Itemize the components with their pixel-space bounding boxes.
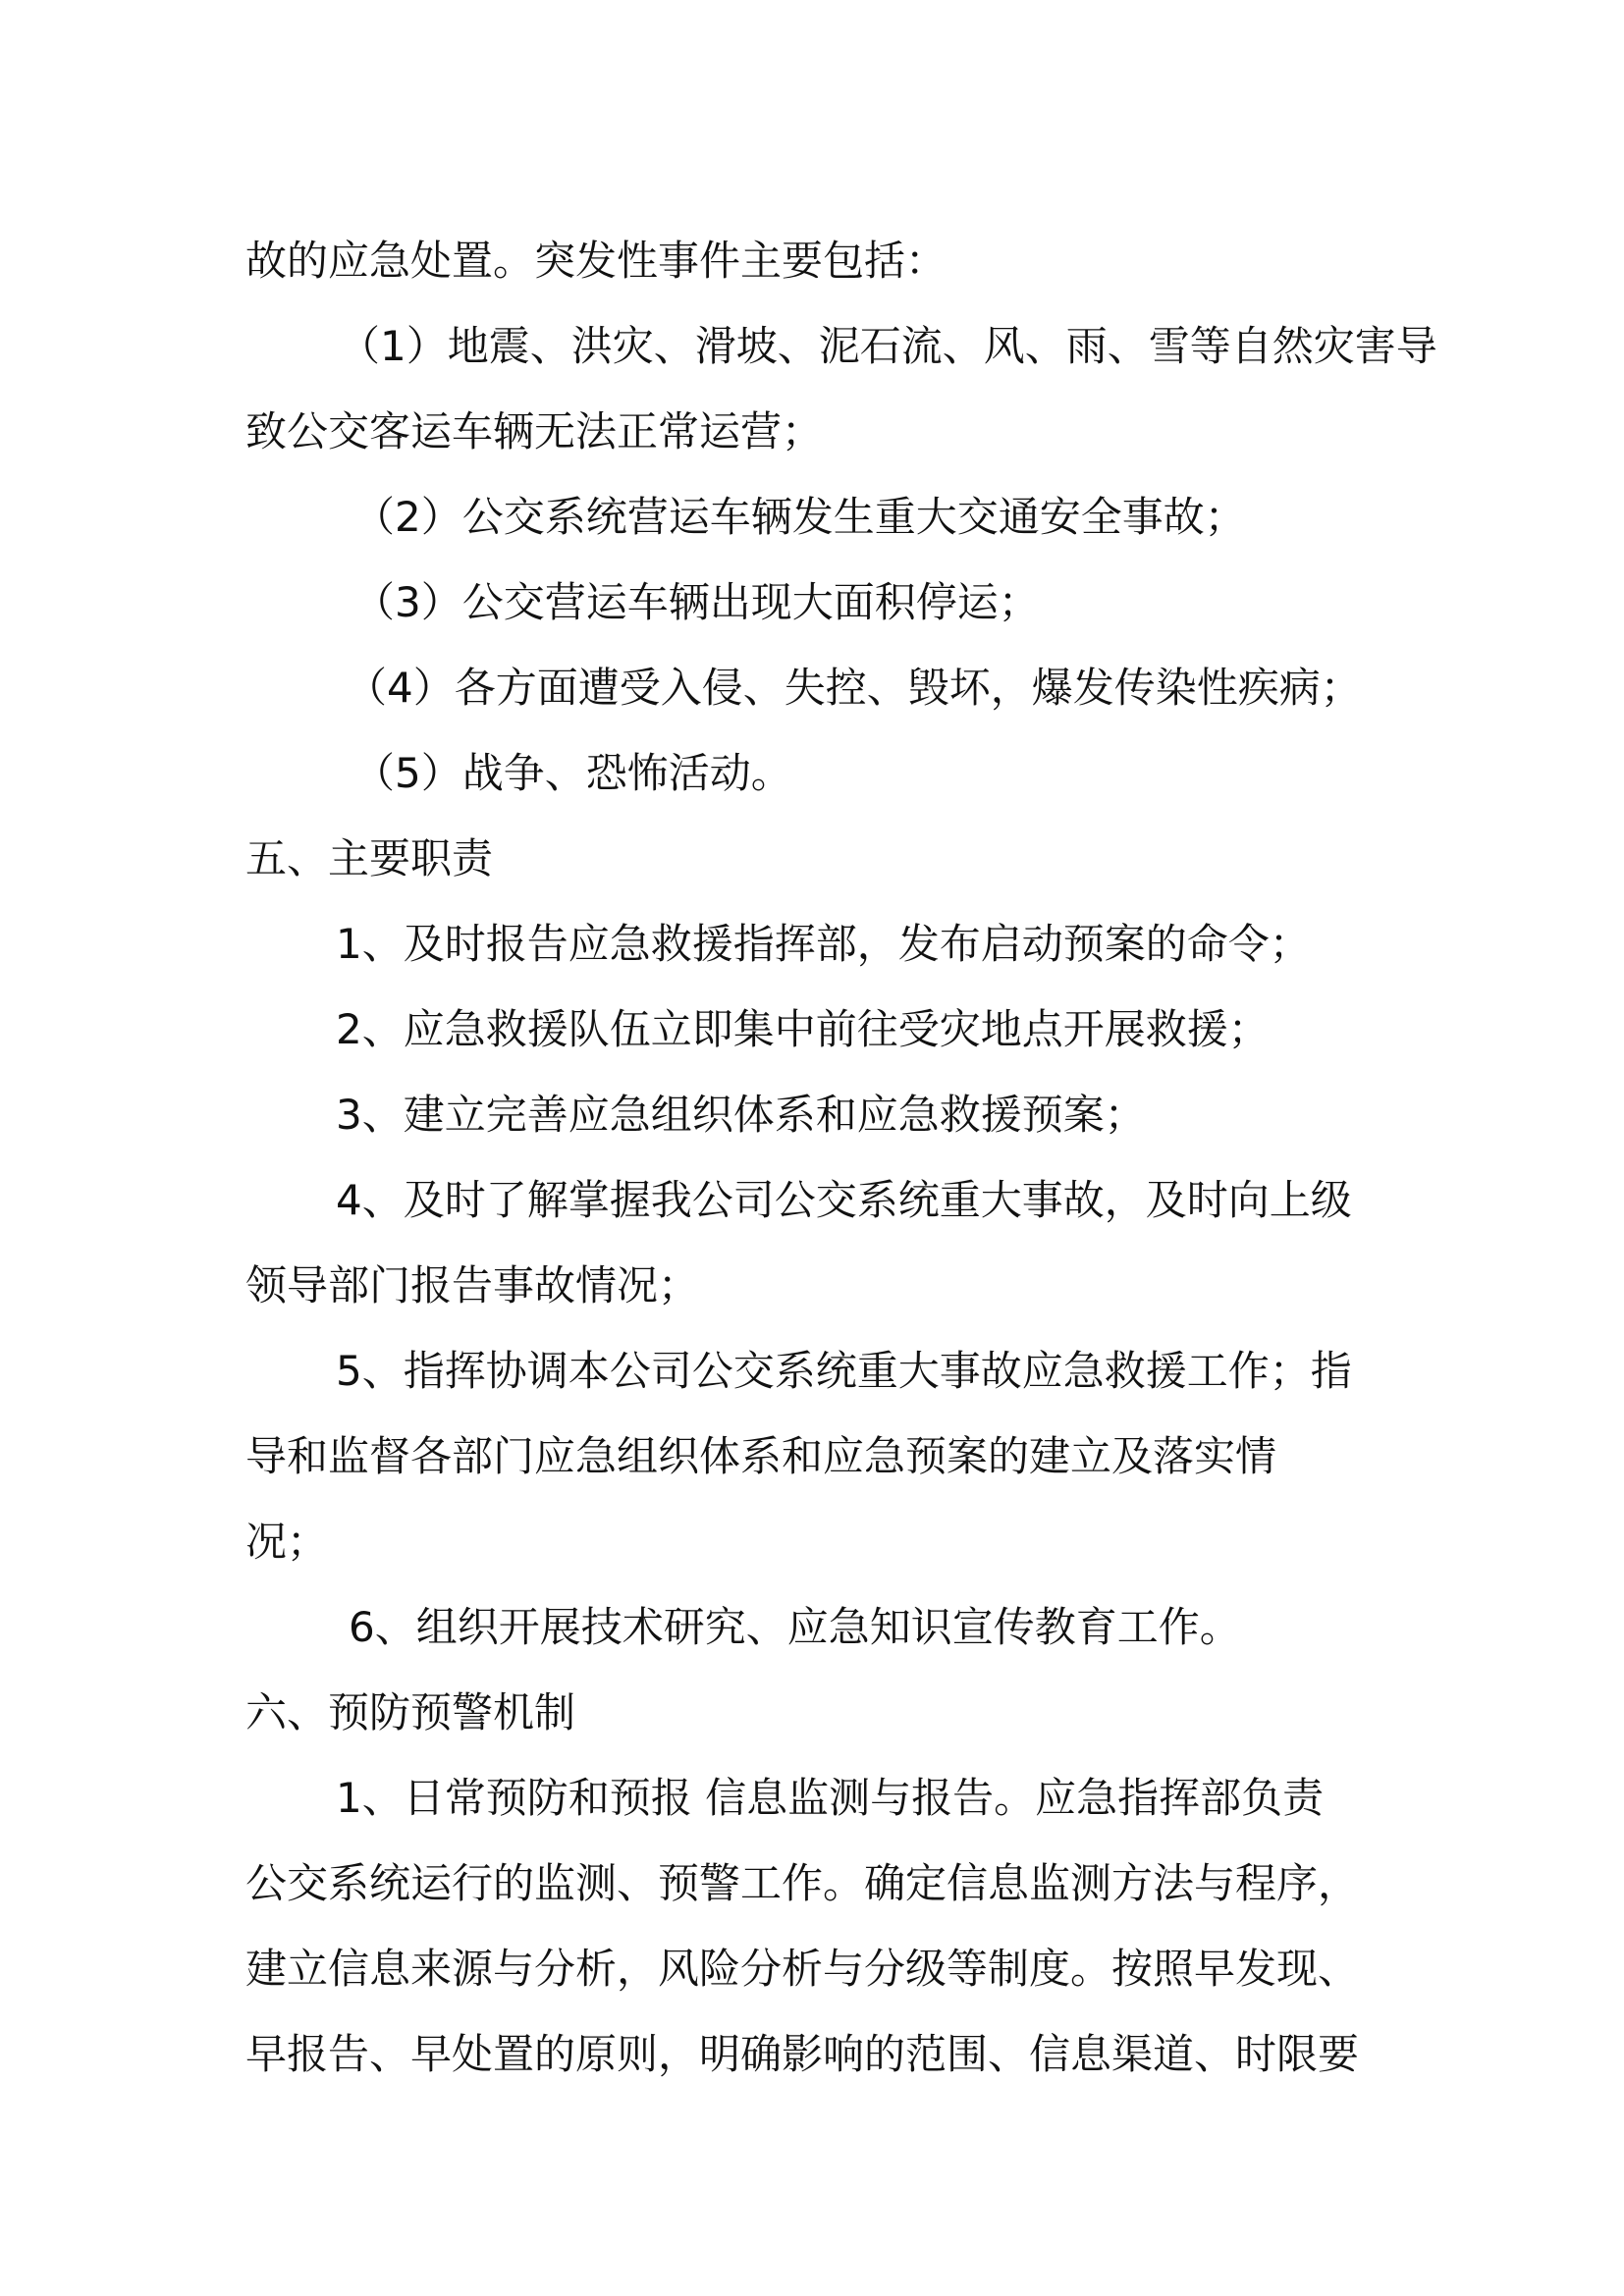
text-line-duty-5-cont: 导和监督各部门应急组织体系和应急预案的建立及落实情 [245,1432,1277,1480]
text-line-duty-4: 4、及时了解掌握我公司公交系统重大事故，及时向上级 [336,1176,1352,1224]
text-line-duty-5-end: 况； [245,1518,329,1566]
section-heading-5: 五、主要职责 [245,834,494,882]
text-line-item-1-cont: 致公交客运车辆无法正常运营； [245,407,824,455]
text-line-item-4: （4）各方面遭受入侵、失控、毁坏，爆发传染性疾病； [346,664,1362,712]
text-line-prevention-1-cont-b: 建立信息来源与分析，风险分析与分级等制度。按照早发现、 [245,1945,1360,1993]
text-line-prevention-1-cont-c: 早报告、早处置的原则，明确影响的范围、信息渠道、时限要 [245,2030,1360,2078]
text-line-item-2: （2）公交系统营运车辆发生重大交通安全事故； [353,493,1246,541]
text-line-item-3: （3）公交营运车辆出现大面积停运； [353,578,1040,626]
text-line-prevention-1: 1、日常预防和预报 信息监测与报告。应急指挥部负责 [336,1774,1325,1822]
text-line-item-1: （1）地震、洪灾、滑坡、泥石流、风、雨、雪等自然灾害导 [339,322,1437,370]
text-line-duty-5: 5、指挥协调本公司公交系统重大事故应急救援工作；指 [336,1347,1352,1395]
text-line-item-5: （5）战争、恐怖活动。 [353,749,792,797]
text-line-duty-6: 6、组织开展技术研究、应急知识宣传教育工作。 [349,1603,1241,1651]
text-line-duty-2: 2、应急救援队伍立即集中前往受灾地点开展救援； [336,1005,1270,1053]
text-line-continuation: 故的应急处置。突发性事件主要包括： [245,237,947,285]
text-line-prevention-1-cont-a: 公交系统运行的监测、预警工作。确定信息监测方法与程序， [245,1859,1360,1907]
text-line-duty-4-cont: 领导部门报告事故情况； [245,1261,700,1309]
section-heading-6: 六、预防预警机制 [245,1688,576,1736]
text-line-duty-3: 3、建立完善应急组织体系和应急救援预案； [336,1091,1146,1139]
text-line-duty-1: 1、及时报告应急救援指挥部，发布启动预案的命令； [336,920,1311,968]
